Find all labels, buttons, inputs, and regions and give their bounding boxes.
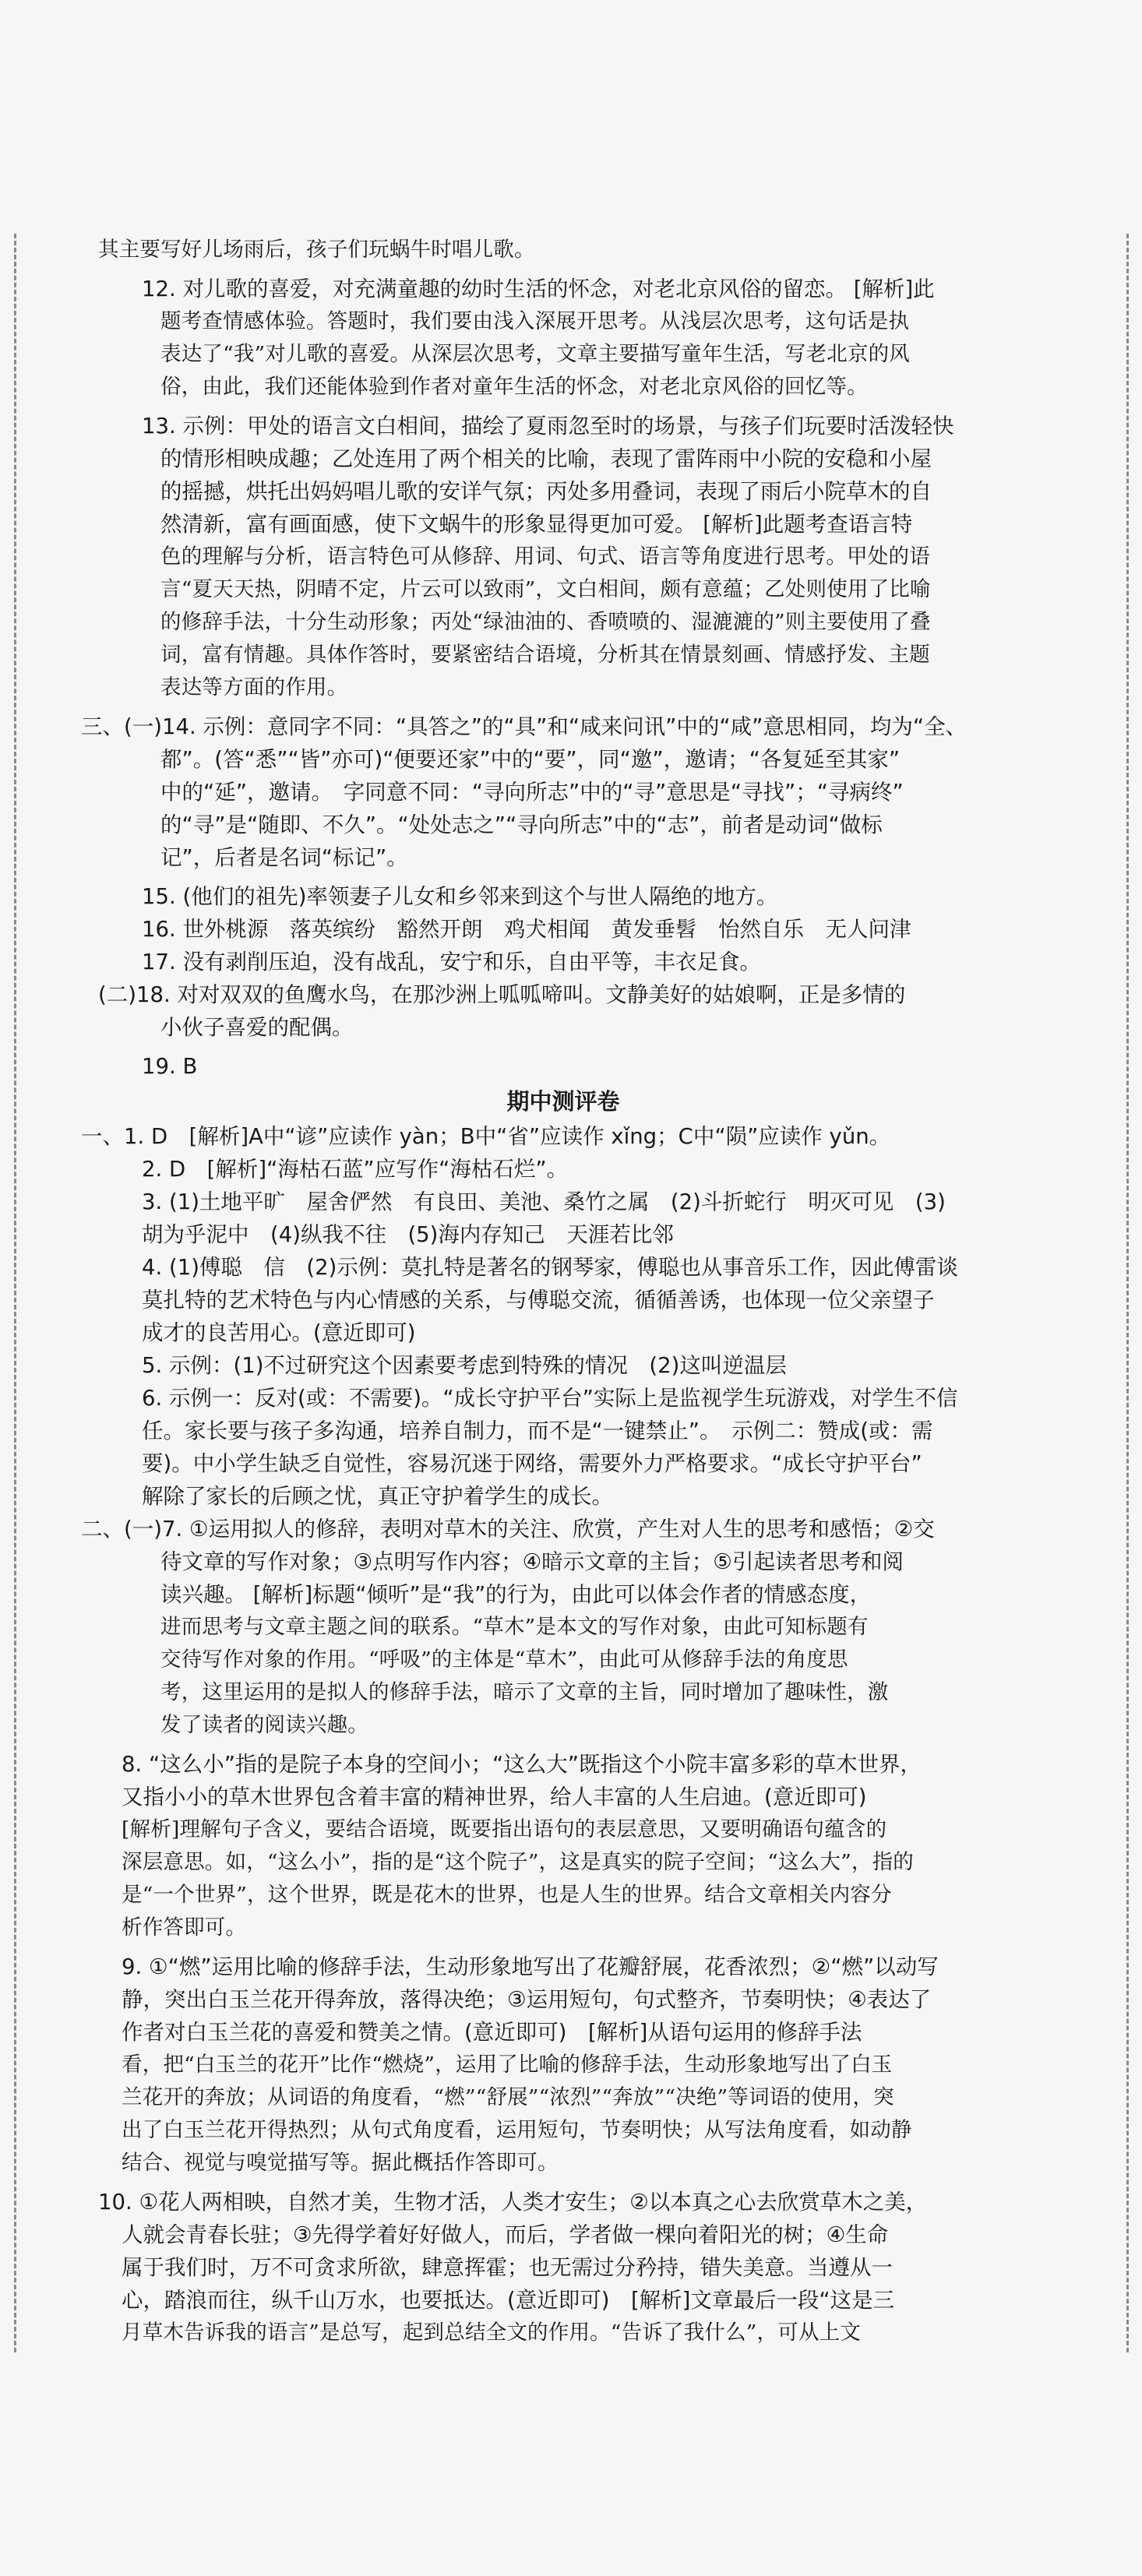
text-line: 16. 世外桃源 落英缤纷 豁然开朗 鸡犬相闻 黄发垂髫 怡然自乐 无人问津 xyxy=(142,917,911,942)
text-line: 其主要写好儿场雨后，孩子们玩蜗牛时唱儿歌。 xyxy=(98,238,535,262)
text-line: 表达等方面的作用。 xyxy=(160,675,348,700)
text-line: 看，把“白玉兰的花开”比作“燃烧”，运用了比喻的修辞手法，生动形象地写出了白玉 xyxy=(122,2053,893,2077)
line-gap xyxy=(37,2180,1089,2186)
text-line: 莫扎特的艺术特色与内心情感的关系，与傅聪交流，循循善诱，也体现一位父亲望子 xyxy=(142,1288,935,1313)
text-line: 的摇撼，烘托出妈妈唱儿歌的安详气氛；丙处多用叠词，表现了雨后小院草木的自 xyxy=(160,479,932,504)
text-line: 12. 对儿歌的喜爱，对充满童趣的幼时生活的怀念，对老北京风俗的留恋。 [解析]此 xyxy=(142,277,935,301)
text-line: 5. 示例：(1)不过研究这个因素要考虑到特殊的情况 (2)这叫逆温层 xyxy=(142,1353,787,1378)
text-line: 考，这里运用的是拟人的修辞手法，暗示了文章的主旨，同时增加了趣味性，激 xyxy=(160,1680,889,1704)
text-line: 结合、视觉与嗅觉描写等。据此概括作答即可。 xyxy=(122,2151,559,2175)
text-line: 言“夏天天热，阴晴不定，片云可以致雨”，文白相间，颇有意蕴；乙处则使用了比喻 xyxy=(160,577,931,601)
text-line: 交待写作对象的作用。“呼吸”的主体是“草木”，由此可从修辞手法的角度思 xyxy=(160,1647,848,1672)
text-line: 9. ①“燃”运用比喻的修辞手法，生动形象地写出了花瓣舒展，花香浓烈；②“燃”以动写 xyxy=(122,1954,939,1979)
text-line: 深层意思。如，“这么小”，指的是“这个院子”，这是真实的院子空间；“这么大”，指的 xyxy=(122,1850,914,1874)
text-line: 兰花开的奔放；从词语的角度看，“燃”“舒展”“浓烈”“奔放”“决绝”等词语的使用，突 xyxy=(122,2085,894,2109)
answer-content xyxy=(37,234,1089,2349)
text-line: [解析]理解句子含义，要结合语境，既要指出语句的表层意思，又要明确语句蕴含的 xyxy=(122,1817,887,1841)
line-gap xyxy=(37,1742,1089,1748)
section-title: 期中测评卷 xyxy=(506,1088,620,1115)
text-line: 是“一个世界”，这个世界，既是花木的世界，也是人生的世界。结合文章相关内容分 xyxy=(122,1883,892,1907)
text-line: 题考查情感体验。答题时，我们要由浅入深展开思考。从浅层次思考，这句话是执 xyxy=(160,309,910,333)
text-line: 出了白玉兰花开得热烈；从句式角度看，运用短句，节奏明快；从写法角度看，如动静 xyxy=(122,2118,912,2142)
text-line: 2. D [解析]“海枯石蓝”应写作“海枯石烂”。 xyxy=(142,1157,569,1182)
text-line: 小伙子喜爱的配偶。 xyxy=(160,1015,354,1040)
right-dashed-divider xyxy=(1126,234,1129,2352)
text-line: 一、1. D [解析]A中“谚”应读作 yàn；B中“省”应读作 xǐng；C中“陨”应读作 yǔn。 xyxy=(81,1124,891,1149)
text-line: 成才的良苦用心。(意近即可) xyxy=(142,1320,416,1345)
text-line: 人就会青春长驻；③先得学着好好做人，而后，学者做一棵向着阳光的树；④生命 xyxy=(122,2222,889,2247)
text-line: 记”，后者是名词“标记”。 xyxy=(160,845,408,870)
text-line: 月草木告诉我的语言”是总写，起到总结全文的作用。“告诉了我什么”，可从上文 xyxy=(122,2321,862,2345)
text-line: 15. (他们的祖先)率领妻子儿女和乡邻来到这个与世人隔绝的地方。 xyxy=(142,884,778,909)
text-line: 3. (1)土地平旷 屋舍俨然 有良田、美池、桑竹之属 (2)斗折蛇行 明灭可见 (3) xyxy=(142,1189,946,1214)
text-line: 都”。(答“悉”“皆”亦可)“便要还家”中的“要”，同“邀”，邀请；“各复延至其家” xyxy=(160,747,901,772)
text-line: 属于我们时，万不可贪求所欲，肆意挥霍；也无需过分矜持，错失美意。当遵从一 xyxy=(122,2255,893,2280)
text-line: 解除了家长的后顾之忧，真正守护着学生的成长。 xyxy=(142,1484,613,1509)
answer-block-previous xyxy=(37,234,1089,1083)
line-gap xyxy=(37,1044,1089,1050)
text-line: 待文章的写作对象；③点明写作内容；④暗示文章的主旨；⑤引起读者思考和阅 xyxy=(160,1549,904,1574)
text-line: 词，富有情趣。具体作答时，要紧密结合语境，分析其在情景刻画、情感抒发、主题 xyxy=(160,643,930,667)
text-line: 析作答即可。 xyxy=(122,1915,247,1940)
text-line: 表达了“我”对儿歌的喜爱。从深层次思考，文章主要描写童年生活，写老北京的风 xyxy=(160,342,910,366)
text-line: 三、(一)14. 示例：意同字不同：“具答之”的“具”和“咸来问讯”中的“咸”意思相同，均为“全、 xyxy=(81,714,968,739)
line-gap xyxy=(37,1944,1089,1951)
text-line: 胡为乎泥中 (4)纵我不往 (5)海内存知己 天涯若比邻 xyxy=(142,1222,674,1247)
text-line: 心，踏浪而往，纵千山万水，也要抵达。(意近即可) [解析]文章最后一段“这是三 xyxy=(122,2288,895,2313)
text-line: 发了读者的阅读兴趣。 xyxy=(160,1713,368,1737)
text-line: 19. B xyxy=(142,1054,198,1079)
text-line: 中的“延”，邀请。 字同意不同：“寻向所志”中的“寻”意思是“寻找”；“寻病终” xyxy=(160,780,904,805)
text-line: 的“寻”是“随即、不久”。“处处志之”“寻向所志”中的“志”，前者是动词“做标 xyxy=(160,812,883,837)
line-gap xyxy=(37,266,1089,273)
text-line: 又指小小的草木世界包含着丰富的精神世界，给人丰富的人生启迪。(意近即可) xyxy=(122,1785,867,1810)
text-line: 17. 没有剥削压迫，没有战乱，安宁和乐，自由平等，丰衣足食。 xyxy=(142,950,761,974)
text-line: 的修辞手法，十分生动形象；丙处“绿油油的、香喷喷的、湿漉漉的”则主要使用了叠 xyxy=(160,610,931,634)
text-line: 然清新，富有画面感，使下文蜗牛的形象显得更加可爱。 [解析]此题考查语言特 xyxy=(160,512,913,537)
text-line: 进而思考与文章主题之间的联系。“草木”是本文的写作对象，由此可知标题有 xyxy=(160,1615,869,1639)
left-dashed-divider xyxy=(14,234,16,2352)
text-line: 6. 示例一：反对(或：不需要)。“成长守护平台”实际上是监视学生玩游戏，对学生不信 xyxy=(142,1386,958,1411)
text-line: 色的理解与分析，语言特色可从修辞、用词、句式、语言等角度进行思考。甲处的语 xyxy=(160,544,930,569)
line-gap xyxy=(37,704,1089,710)
text-line: 的情形相映成趣；乙处连用了两个相关的比喻，表现了雷阵雨中小院的安稳和小屋 xyxy=(160,446,932,471)
text-line: 二、(一)7. ①运用拟人的修辞，表明对草木的关注、欣赏，产生对人生的思考和感悟；②交 xyxy=(81,1517,935,1542)
line-gap xyxy=(37,874,1089,880)
answer-block-midterm xyxy=(37,1120,1089,2349)
text-line: 10. ①花人两相映，自然才美，生物才活，人类才安生；②以本真之心去欣赏草木之美， xyxy=(98,2190,928,2215)
text-line: 静，突出白玉兰花开得奔放，落得决绝；③运用短句，句式整齐，节奏明快；④表达了 xyxy=(122,1987,932,2012)
line-gap xyxy=(37,403,1089,410)
text-line: 要)。中小学生缺乏自觉性，容易沉迷于网络，需要外力严格要求。“成长守护平台” xyxy=(142,1451,922,1476)
text-line: 8. “这么小”指的是院子本身的空间小；“这么大”既指这个小院丰富多彩的草木世界， xyxy=(122,1752,922,1777)
text-line: 作者对白玉兰花的喜爱和赞美之情。(意近即可) [解析]从语句运用的修辞手法 xyxy=(122,2020,862,2045)
text-line: 俗，由此，我们还能体验到作者对童年生活的怀念，对老北京风俗的回忆等。 xyxy=(160,375,868,399)
text-line: (二)18. 对对双双的鱼鹰水鸟，在那沙洲上呱呱啼叫。文静美好的姑娘啊，正是多情的 xyxy=(98,982,906,1007)
text-line: 4. (1)傅聪 信 (2)示例：莫扎特是著名的钢琴家，傅聪也从事音乐工作，因此傅雷谈 xyxy=(142,1255,958,1280)
text-line: 任。家长要与孩子多沟通，培养自制力，而不是“一键禁止”。 示例二：赞成(或：需 xyxy=(142,1418,933,1443)
text-line: 读兴趣。 [解析]标题“倾听”是“我”的行为，由此可以体会作者的情感态度， xyxy=(160,1582,872,1607)
text-line: 13. 示例：甲处的语言文白相间，描绘了夏雨忽至时的场景，与孩子们玩要时活泼轻快 xyxy=(142,414,954,439)
